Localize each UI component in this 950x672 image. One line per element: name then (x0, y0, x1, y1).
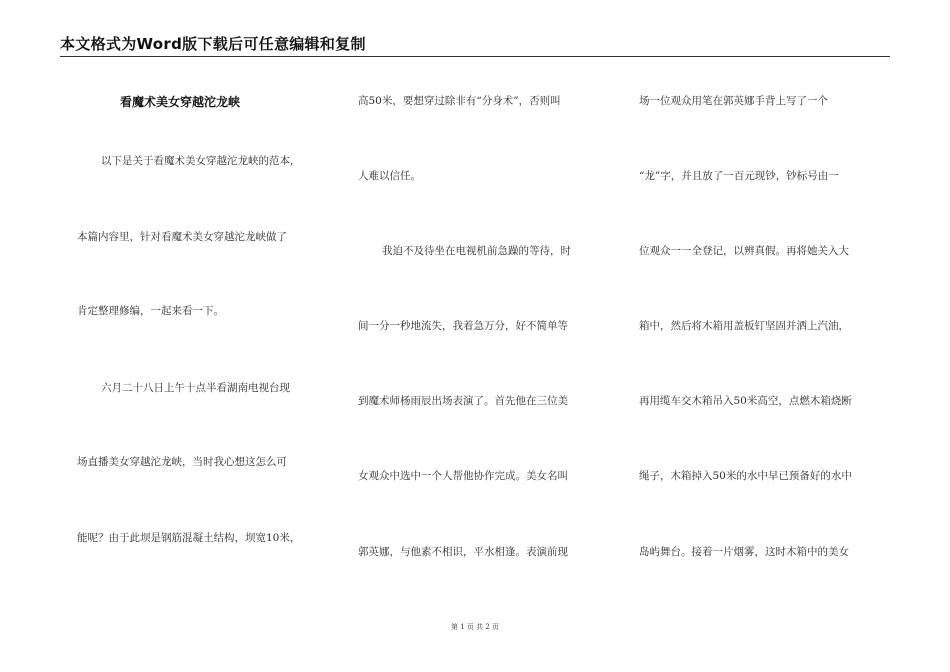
paragraph-line: 女观众中选中一个人帮他协作完成。美女名叫 (358, 470, 568, 482)
paragraph-line: 本篇内容里，针对看魔术美女穿越沱龙峡做了 (77, 231, 287, 243)
paragraph-line: 岛屿舞台。接着一片烟雾，这时木箱中的美女 (639, 546, 849, 558)
paragraph-line: 位观众一一全登记，以辨真假。再将她关入大 (639, 245, 849, 257)
paragraph-line: 郭英娜，与他素不相识，平水相逢。表演前现 (358, 546, 568, 558)
paragraph-line: 场一位观众用笔在郭英娜手背上写了一个 (639, 95, 828, 107)
paragraph-line: “龙”字，并且放了一百元现钞，钞标号由一 (639, 170, 839, 182)
paragraph-line: 肯定整理修编，一起来看一下。 (77, 305, 224, 317)
paragraph-line: 到魔术师杨雨辰出场表演了。首先他在三位美 (358, 395, 568, 407)
paragraph-line: 我迫不及待坐在电视机前急躁的等待，时 (382, 245, 571, 257)
paragraph-line: 箱中，然后将木箱用盖板钉坚固并洒上汽油， (639, 320, 849, 332)
header-divider (60, 56, 890, 57)
paragraph-line: 场直播美女穿越沱龙峡，当时我心想这怎么可 (77, 456, 287, 468)
paragraph-line: 以下是关于看魔术美女穿越沱龙峡的范本, (101, 155, 294, 167)
paragraph-line: 间一分一秒地流失，我着急万分，好不简单等 (358, 320, 568, 332)
page-number-footer: 第 1 页 共 2 页 (450, 623, 500, 631)
paragraph-line: 绳子，木箱掉入50米的水中早已预备好的水中 (639, 470, 852, 482)
paragraph-line: 能呢？由于此坝是钢筋混凝土结构，坝宽10米， (77, 532, 301, 544)
paragraph-line: 高50米，要想穿过除非有“分身术”，否则叫 (358, 95, 561, 107)
paragraph-line: 再用缆车交木箱吊入50米高空，点燃木箱烧断 (639, 395, 852, 407)
paragraph-line: 人难以信任。 (358, 170, 421, 182)
download-notice-header: 本文格式为Word版下载后可任意编辑和复制 (60, 35, 366, 53)
paragraph-line: 六月二十八日上午十点半看湖南电视台现 (101, 382, 290, 394)
document-title: 看魔术美女穿越沱龙峡 (120, 95, 241, 109)
